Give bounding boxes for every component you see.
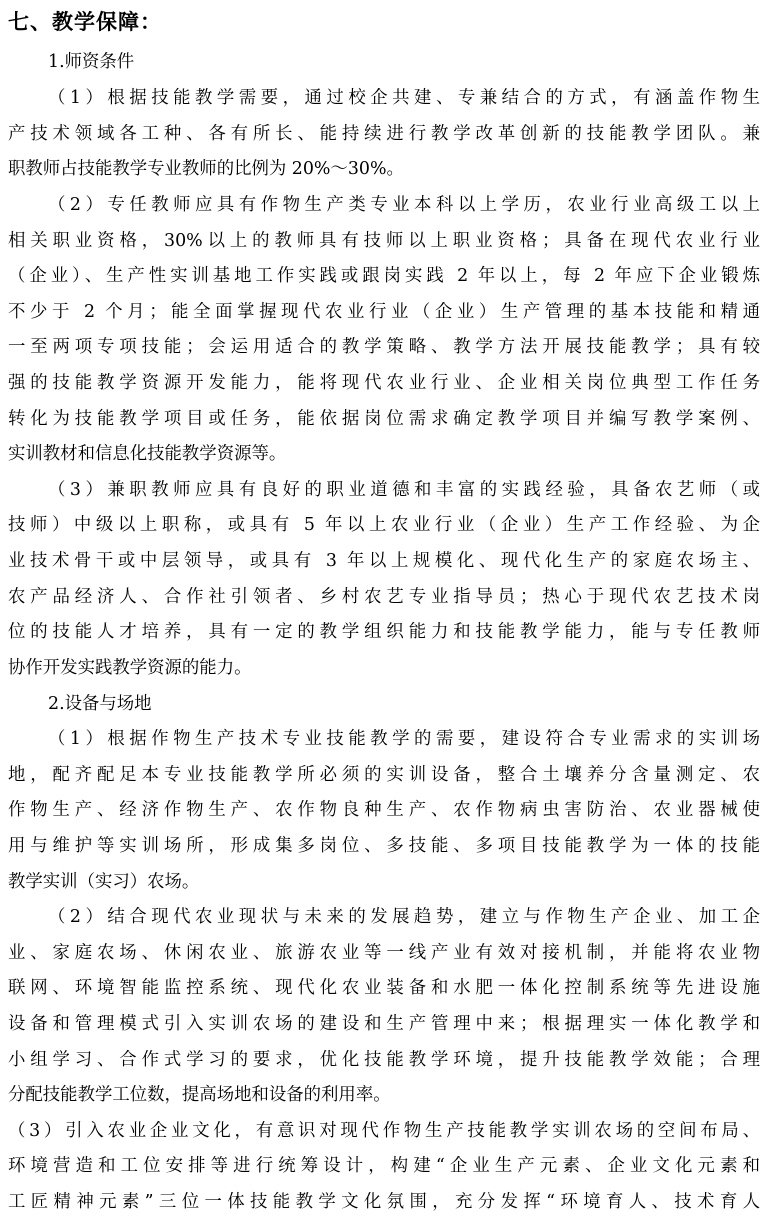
paragraph-line: 技师）中级以上职称，或具有 5 年以上农业行业（企业）生产工作经验、为企 [8,515,760,535]
paragraph-line: 农产品经济人、合作社引领者、乡村农艺专业指导员；热心于现代农艺技术岗 [8,587,760,607]
paragraph-line: （企业）、生产性实训基地工作实践或跟岗实践 2 年以上，每 2 年应下企业锻炼 [8,266,760,286]
paragraph-line: 设备和管理模式引入实训农场的建设和生产管理中来；根据理实一体化教学和 [8,1014,760,1034]
paragraph-line: 小组学习、合作式学习的要求，优化技能教学环境，提升技能教学效能；合理 [8,1050,760,1070]
paragraph-line: （3）兼职教师应具有良好的职业道德和丰富的实践经验，具备农艺师（或 [48,480,760,500]
paragraph-line: 联网、环境智能监控系统、现代化农业装备和水肥一体化控制系统等先进设施 [8,978,760,998]
paragraph-line: （3）引入农业企业文化，有意识对现代作物生产技能教学实训农场的空间布局、 [8,1121,760,1141]
paragraph-line: 地，配齐配足本专业技能教学所必须的实训设备，整合土壤养分含量测定、农 [8,765,760,785]
paragraph-line: 教学实训（实习）农场。 [8,872,200,892]
paragraph-line: 业技术骨干或中层领导，或具有 3 年以上规模化、现代化生产的家庭农场主、 [8,551,760,571]
paragraph-line: 用与维护等实训场所，形成集多岗位、多技能、多项目技能教学为一体的技能 [8,836,760,856]
teachers-heading: 1.师资条件 [48,52,135,72]
section-title: 七、教学保障： [8,9,162,34]
paragraph-line: 转化为技能教学项目或任务，能依据岗位需求确定教学项目并编写教学案例、 [8,409,760,429]
paragraph-line: 工匠精神元素”三位一体技能教学文化氛围，充分发挥“环境育人、技术育人 [8,1192,760,1212]
paragraph-line: 环境营造和工位安排等进行统筹设计，构建“企业生产元素、企业文化元素和 [8,1156,760,1176]
paragraph-line: 实训教材和信息化技能教学资源等。 [8,444,287,464]
paragraph-line: 分配技能教学工位数，提高场地和设备的利用率。 [8,1085,391,1105]
paragraph-line: 职教师占技能教学专业教师的比例为 20%～30%。 [8,159,404,179]
paragraph-line: 强的技能教学资源开发能力，能将现代农业行业、企业相关岗位典型工作任务 [8,373,760,393]
paragraph-line: 作物生产、经济作物生产、农作物良种生产、农作物病虫害防治、农业器械使 [8,800,760,820]
paragraph-line: 业、家庭农场、休闲农业、旅游农业等一线产业有效对接机制，并能将农业物 [8,943,760,963]
paragraph-line: （2）专任教师应具有作物生产类专业本科以上学历，农业行业高级工以上 [48,195,760,215]
paragraph-line: 协作开发实践教学资源的能力。 [8,658,252,678]
paragraph-line: 不少于 2 个月；能全面掌握现代农业行业（企业）生产管理的基本技能和精通 [8,302,760,322]
paragraph-line: 产技术领域各工种、各有所长、能持续进行教学改革创新的技能教学团队。兼 [8,124,760,144]
paragraph-line: 一至两项专项技能；会运用适合的教学策略、教学方法开展技能教学；具有较 [8,337,760,357]
paragraph-line: 位的技能人才培养，具有一定的教学组织能力和技能教学能力，能与专任教师 [8,622,760,642]
paragraph-line: （1）根据作物生产技术专业技能教学的需要，建设符合专业需求的实训场 [48,729,760,749]
paragraph-line: （2）结合现代农业现状与未来的发展趋势，建立与作物生产企业、加工企 [48,907,760,927]
paragraph-line: 相关职业资格，30%以上的教师具有技师以上职业资格；具备在现代农业行业 [8,231,760,251]
facilities-heading: 2.设备与场地 [48,694,152,714]
paragraph-line: （1）根据技能教学需要，通过校企共建、专兼结合的方式，有涵盖作物生 [48,88,760,108]
